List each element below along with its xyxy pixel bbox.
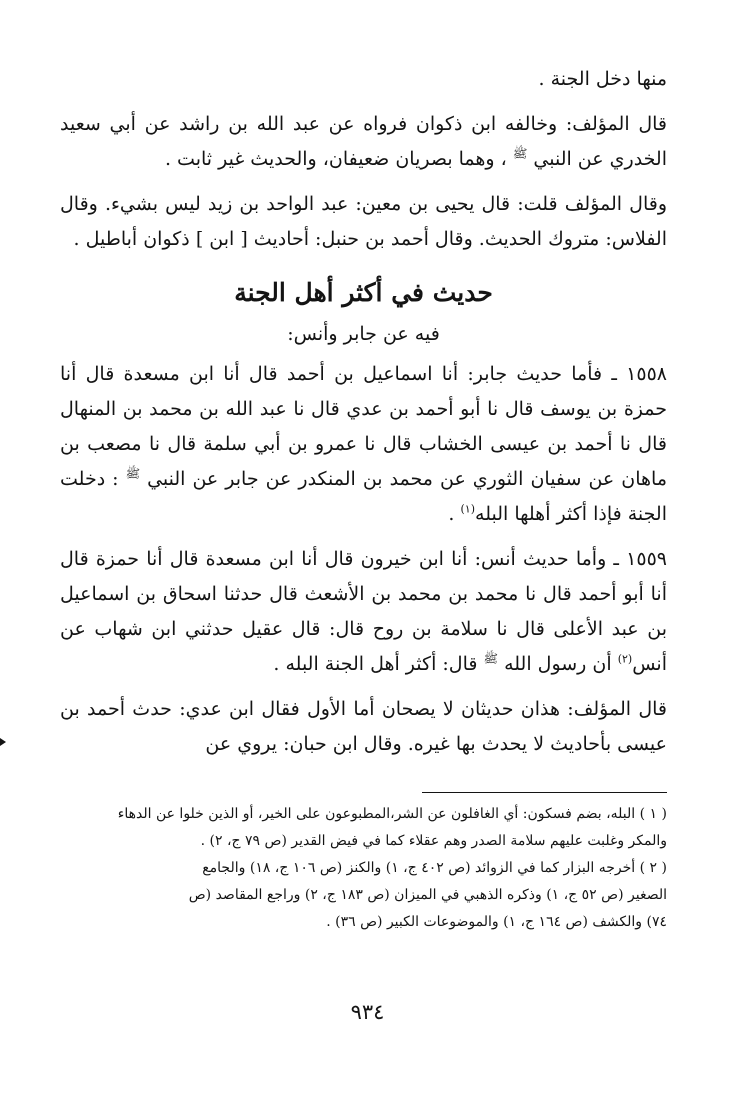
section-subheading: فيه عن جابر وأنس: — [287, 323, 440, 345]
footnote-1-line-2: والمكر وغلبت عليهم سلامة الصدر وهم عقلاء كما في فيض القدير (ص ٧٩ ج، ٢) . — [200, 833, 667, 849]
text-p2: وقال المؤلف قلت: قال يحيى بن معين: عبد الواحد بن زيد ليس بشيء. وقال الفلاس: متروك الحديث. وقال أحمد بن حنبل: أحاديث [ ابن ] ذكوان أباطيل . — [60, 193, 667, 250]
footnote-ref-2[interactable]: (٢) — [617, 652, 633, 666]
salawat-symbol: ﷺ — [483, 651, 499, 666]
text-p5: قال المؤلف: هذان حديثان لا يصحان أما الأول فقال ابن عدي: حدث أحمد بن عيسى بأحاديث لا يحدث بها غيره. وقال ابن حبان: يروي عن — [60, 698, 667, 755]
paragraph-author-note-2 — [60, 187, 667, 257]
paragraph-author-note-1 — [60, 107, 667, 177]
text-p3c: . — [448, 503, 461, 525]
text-p1a: قال المؤلف: وخالفه ابن ذكوان فرواه عن عبد الله بن راشد عن أبي سعيد الخدري عن النبي — [60, 113, 667, 170]
text-p4a: ١٥٥٩ ـ وأما حديث أنس: أنا ابن خيرون قال أنا ابن مسعدة قال أنا حمزة قال أنا أبو أحمد قال نا محمد بن محمد بن الأشعث قال حدثنا اسحاق بن اسماعيل بن عبد الأعلى قال نا سلامة بن روح قال: قال عقيل حدثني ابن شهاب عن أنس — [60, 548, 667, 675]
footnotes — [60, 801, 667, 936]
footnote-ref-1[interactable]: (١) — [460, 502, 476, 516]
paragraph-author-verdict — [60, 692, 667, 762]
text-p0: منها دخل الجنة . — [538, 68, 667, 90]
section-heading: حديث في أكثر أهل الجنة — [234, 278, 493, 307]
footnote-1-line-1: ( ١ ) البله، بضم فسكون: أي الغافلون عن الشر،المطبوعون على الخير، أو الذين خلوا عن الدهاء — [117, 806, 667, 822]
footnote-2-line-2: الصغير (ص ٥٢ ج، ١) وذكره الذهبي في الميزان (ص ١٨٣ ج، ٢) وراجع المقاصد (ص — [188, 887, 667, 903]
footnote-2-line-1: ( ٢ ) أخرجه البزار كما في الزوائد (ص ٤٠٢ ج، ١) والكنز (ص ١٠٦ ج، ١٨) والجامع — [202, 860, 667, 876]
footnote-separator — [422, 792, 667, 793]
margin-mark — [0, 738, 6, 746]
text-p1b: ، وهما بصريان ضعيفان، والحديث غير ثابت . — [164, 148, 507, 170]
footnote-2-line-3: ٧٤) والكشف (ص ١٦٤ ج، ١) والموضوعات الكبير (ص ٣٦) . — [326, 914, 667, 930]
salawat-symbol: ﷺ — [125, 466, 141, 481]
paragraph-hadith-1558 — [60, 357, 667, 532]
text-p3a: ١٥٥٨ ـ فأما حديث جابر: أنا اسماعيل بن أحمد قال أنا ابن مسعدة قال أنا حمزة بن يوسف قال نا أبو أحمد بن عدي قال نا عبد الله بن محمد بن المنهال قال نا أحمد بن عيسى الخشاب قال نا عمرو بن أبي سلمة قال نا مصعب بن ماهان عن سفيان الثوري عن محمد بن المنكدر عن جابر عن النبي — [60, 363, 668, 490]
paragraph-continuation — [60, 62, 667, 97]
page-number: ٩٣٤ — [350, 1000, 385, 1024]
text-p3b: : دخلت الجنة فإذا أكثر أهلها البله — [60, 468, 667, 525]
document-page — [60, 62, 667, 936]
text-p4b: أن رسول الله — [504, 653, 618, 675]
paragraph-hadith-1559 — [60, 542, 667, 682]
salawat-symbol: ﷺ — [512, 146, 528, 161]
text-p4c: قال: أكثر أهل الجنة البله . — [273, 653, 478, 675]
